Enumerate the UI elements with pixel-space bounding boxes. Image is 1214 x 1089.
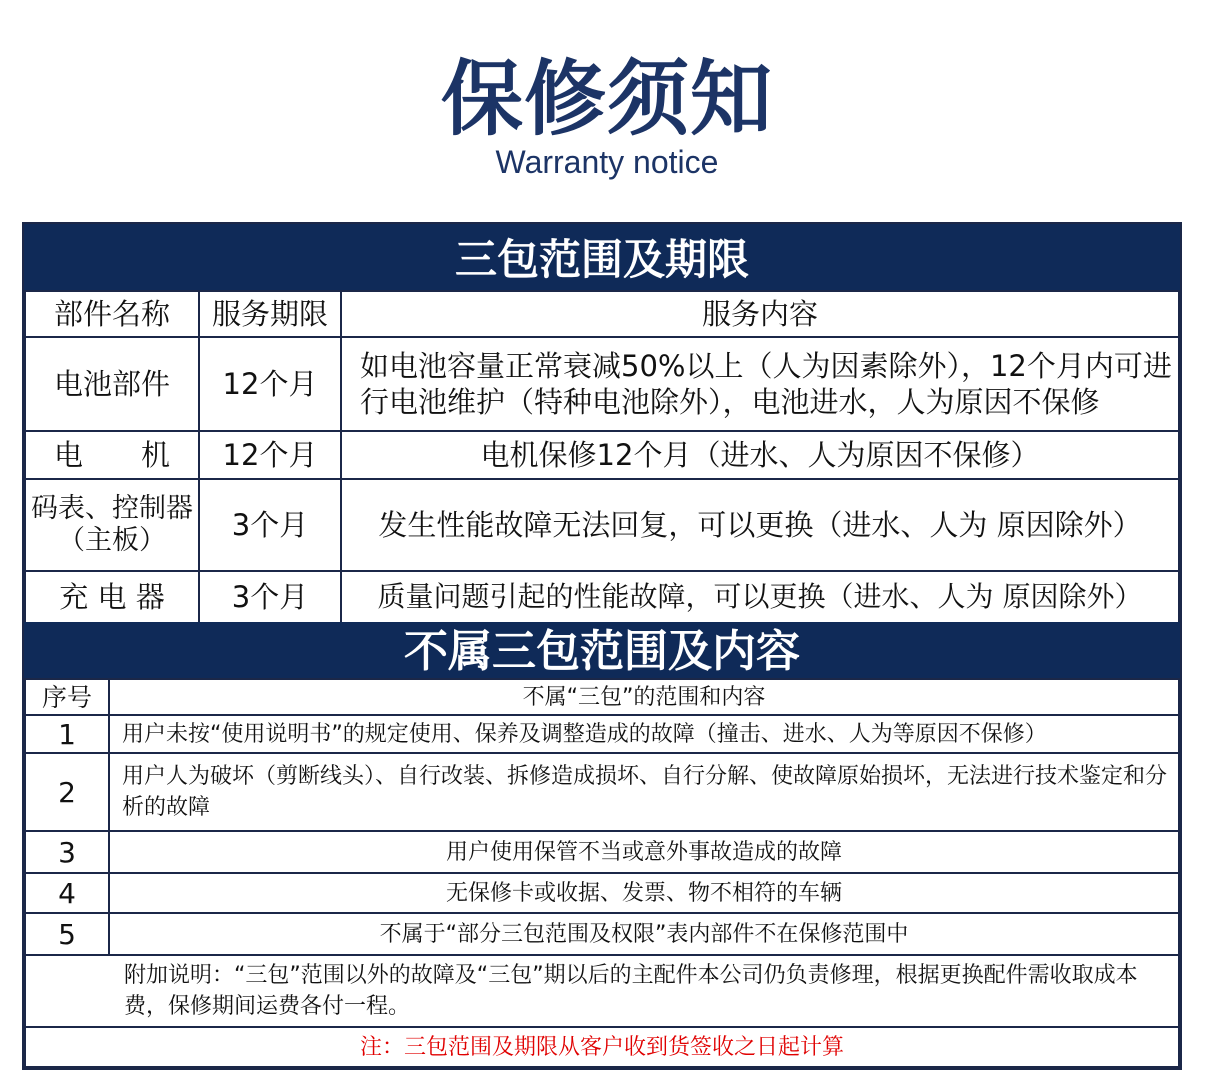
header-period: 服务期限	[199, 291, 341, 337]
part-name: 电 机	[25, 431, 199, 479]
service-content: 发生性能故障无法回复，可以更换（进水、人为 原因除外）	[341, 479, 1179, 571]
table-row	[25, 831, 1179, 873]
page-subtitle: Warranty notice	[495, 144, 719, 180]
row-text: 不属于“部分三包范围及权限”表内部件不在保修范围中	[109, 913, 1179, 955]
row-number: 2	[25, 753, 109, 831]
row-text: 用户人为破坏（剪断线头）、自行改装、拆修造成损坏、自行分解、使故障原始损坏，无法进行技术鉴定和分析的故障	[109, 753, 1179, 831]
page-title: 保修须知	[440, 52, 773, 147]
table-row	[25, 479, 1179, 571]
additional-note: 附加说明：“三包”范围以外的故障及“三包”期以后的主配件本公司仍负责修理，根据更换配件需收取成本费，保修期间运费各付一程。	[25, 955, 1179, 1027]
section1-heading: 三包范围及期限	[24, 224, 1180, 290]
service-period: 3个月	[199, 479, 341, 571]
table-row	[25, 913, 1179, 955]
header-part: 部件名称	[25, 291, 199, 337]
service-period: 12个月	[199, 337, 341, 431]
table-header-row	[25, 291, 1179, 337]
row-text: 无保修卡或收据、发票、物不相符的车辆	[109, 873, 1179, 913]
service-period: 12个月	[199, 431, 341, 479]
row-number: 1	[25, 715, 109, 753]
table-row	[25, 431, 1179, 479]
table-row	[25, 337, 1179, 431]
header-content: 服务内容	[341, 291, 1179, 337]
part-name: 码表、控制器（主板）	[25, 479, 199, 571]
header-scope: 不属“三包”的范围和内容	[109, 679, 1179, 715]
table-row	[25, 571, 1179, 623]
service-period: 3个月	[199, 571, 341, 623]
table-header-row	[25, 679, 1179, 715]
section2-heading: 不属三包范围及内容	[24, 622, 1180, 678]
coverage-table	[24, 290, 1180, 624]
note-row	[25, 955, 1179, 1027]
table-row	[25, 873, 1179, 913]
table-row	[25, 715, 1179, 753]
row-number: 5	[25, 913, 109, 955]
row-number: 3	[25, 831, 109, 873]
row-text: 用户未按“使用说明书”的规定使用、保养及调整造成的故障（撞击、进水、人为等原因不保修）	[109, 715, 1179, 753]
footnote-row	[25, 1027, 1179, 1067]
exclusion-table	[24, 678, 1180, 1068]
footnote: 注：三包范围及期限从客户收到货签收之日起计算	[25, 1027, 1179, 1067]
table-row	[25, 753, 1179, 831]
row-text: 用户使用保管不当或意外事故造成的故障	[109, 831, 1179, 873]
service-content: 如电池容量正常衰减50%以上（人为因素除外），12个月内可进行电池维护（特种电池除外），电池进水，人为原因不保修	[341, 337, 1179, 431]
service-content: 电机保修12个月（进水、人为原因不保修）	[341, 431, 1179, 479]
header-number: 序号	[25, 679, 109, 715]
service-content: 质量问题引起的性能故障，可以更换（进水、人为 原因除外）	[341, 571, 1179, 623]
part-name: 电池部件	[25, 337, 199, 431]
part-name: 充 电 器	[25, 571, 199, 623]
row-number: 4	[25, 873, 109, 913]
warranty-table-frame	[22, 222, 1182, 1070]
